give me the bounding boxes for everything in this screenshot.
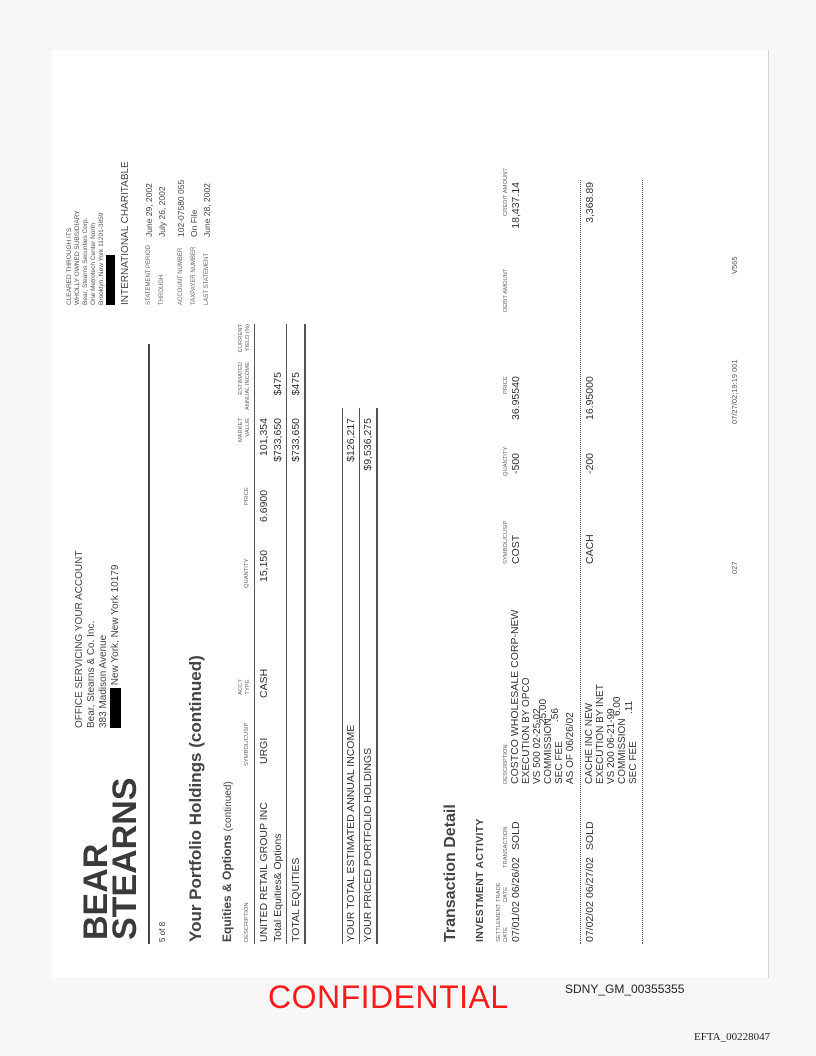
equities-title-text: Equities & Options bbox=[220, 834, 234, 942]
tx1-type: SOLD bbox=[510, 821, 522, 850]
col-price: PRICE bbox=[244, 487, 250, 505]
tx1-desc4-amt: 25.00 bbox=[538, 698, 549, 724]
tx1-desc6: AS OF 06/26/02 bbox=[565, 712, 576, 784]
account-name: INTERNATIONAL CHARITABLE bbox=[120, 161, 131, 305]
col-debit: DEBIT AMOUNT bbox=[503, 268, 509, 312]
col-income: ESTIMATED ANNUAL INCOME bbox=[238, 362, 251, 411]
tx2-price: 16.95000 bbox=[584, 376, 596, 420]
redaction-box bbox=[110, 688, 121, 728]
tx2-desc2: EXECUTION BY INET bbox=[595, 684, 606, 784]
tx2-symbol: CACH bbox=[584, 534, 596, 564]
total-rule bbox=[304, 324, 306, 944]
priced-holdings-value: $9,536,275 bbox=[362, 418, 374, 471]
tx2-desc5-amt: .11 bbox=[624, 700, 635, 714]
summary-bottom-rule bbox=[376, 408, 378, 944]
tx1-price: 36.95540 bbox=[510, 376, 522, 420]
holdings-header-rule bbox=[254, 324, 255, 944]
tx1-desc2: EXECUTION BY OPCO bbox=[521, 677, 532, 784]
cleared-line1: CLEARED THROUGH ITS bbox=[66, 227, 73, 305]
tx1-settlement: 07/01/02 bbox=[510, 901, 522, 942]
statement-rotated bbox=[60, 60, 760, 960]
holding-description: UNITED RETAIL GROUP INC bbox=[258, 802, 270, 942]
subtotal-rule bbox=[286, 324, 287, 944]
holding-acct-type: CASH bbox=[258, 668, 270, 698]
equities-title-sub: (continued) bbox=[223, 781, 234, 832]
tx2-type: SOLD bbox=[584, 821, 596, 850]
statement-period-label: STATEMENT PERIOD bbox=[146, 244, 152, 305]
footer-code-3: V565 bbox=[730, 256, 739, 274]
holding-quantity: 15,150 bbox=[258, 549, 270, 582]
summary-top-rule bbox=[342, 408, 343, 944]
subtotal-income: $475 bbox=[272, 372, 284, 396]
confidential-stamp: CONFIDENTIAL bbox=[268, 979, 509, 1015]
col-acct-type: ACCT TYPE bbox=[238, 679, 251, 695]
account-number-label: ACCOUNT NUMBER bbox=[178, 247, 184, 305]
page-number: 5 of 8 bbox=[158, 921, 167, 942]
office-line4: New York, New York 10179 bbox=[110, 564, 122, 686]
tx-separator-2 bbox=[642, 180, 643, 944]
office-line4-wrap bbox=[110, 551, 122, 728]
subtotal-label: Total Equities& Options bbox=[272, 833, 284, 942]
summary-mid-rule bbox=[359, 408, 360, 944]
logo-line1: BEAR bbox=[77, 843, 115, 940]
investment-activity-title: INVESTMENT ACTIVITY bbox=[474, 818, 486, 942]
last-statement-label: LAST STATEMENT bbox=[204, 252, 210, 305]
tx1-desc4: COMMISSION bbox=[543, 718, 554, 784]
col-tx-symbol: SYMBOL/CUSIP bbox=[503, 520, 509, 564]
cleared-line3: Bear, Stearns Securities Corp. bbox=[82, 217, 89, 305]
col-description: DESCRIPTION bbox=[244, 902, 250, 942]
tx2-settlement: 07/02/02 bbox=[584, 901, 596, 942]
clearing-info bbox=[66, 210, 118, 305]
tx2-trade: 06/27/02 bbox=[584, 857, 596, 898]
col-quantity: QUANTITY bbox=[244, 558, 250, 588]
col-yield: CURRENT YIELD (%) bbox=[238, 324, 251, 353]
office-address bbox=[74, 551, 122, 728]
transaction-detail-title: Transaction Detail bbox=[442, 804, 459, 942]
col-transaction: TRANSACTION bbox=[503, 826, 509, 868]
col-credit: CREDIT AMOUNT bbox=[503, 168, 509, 216]
statement-info bbox=[144, 172, 215, 305]
total-market-value: $733,650 bbox=[290, 418, 302, 462]
col-tx-quantity: QUANTITY bbox=[503, 446, 509, 476]
account-number: 102-07580 055 bbox=[176, 179, 186, 237]
office-line1: OFFICE SERVICING YOUR ACCOUNT bbox=[74, 550, 85, 728]
tx1-quantity: -500 bbox=[510, 452, 522, 474]
through-date: July 26, 2002 bbox=[157, 186, 167, 237]
tx2-desc1: CACHE INC NEW bbox=[584, 702, 595, 784]
tx1-trade: 06/26/02 bbox=[510, 857, 522, 898]
subtotal-market-value: $733,650 bbox=[272, 418, 284, 462]
total-income: $475 bbox=[290, 372, 302, 396]
bates-number: SDNY_GM_00355355 bbox=[565, 982, 685, 996]
total-equities-label: TOTAL EQUITIES bbox=[290, 857, 302, 942]
holding-price: 6.6900 bbox=[258, 489, 270, 522]
col-tx-description: DESCRIPTION bbox=[503, 744, 509, 784]
tx2-desc4-amt: 6.00 bbox=[612, 696, 623, 716]
redaction-box-2 bbox=[106, 255, 115, 305]
tx2-quantity: -200 bbox=[584, 452, 596, 474]
taxpayer-number: On File bbox=[189, 209, 199, 237]
footer-code-1: 027 bbox=[730, 561, 739, 574]
col-trade: TRADE DATE bbox=[496, 882, 509, 902]
equities-title bbox=[220, 781, 234, 942]
holding-symbol: URGI bbox=[258, 737, 270, 764]
statement-period: June 29, 2002 bbox=[144, 183, 154, 237]
bear-stearns-logo bbox=[77, 777, 144, 940]
tx1-desc1: COSTCO WHOLESALE CORP-NEW bbox=[509, 609, 521, 784]
tx2-credit: 3,368.89 bbox=[584, 182, 596, 223]
col-tx-price: PRICE bbox=[503, 376, 509, 394]
annual-income-value: $126,217 bbox=[345, 418, 357, 462]
priced-holdings-label: YOUR PRICED PORTFOLIO HOLDINGS bbox=[362, 747, 374, 942]
through-label: THROUGH bbox=[159, 274, 165, 305]
office-line3: 383 Madison Avenue bbox=[98, 634, 109, 728]
col-market-value: MARKET VALUE bbox=[238, 418, 251, 443]
cleared-line4: One Metrotech Center North bbox=[90, 222, 97, 305]
last-statement: June 28, 2002 bbox=[202, 183, 212, 237]
annual-income-label: YOUR TOTAL ESTIMATED ANNUAL INCOME bbox=[345, 724, 357, 942]
logo-line2: STEARNS bbox=[106, 777, 144, 940]
col-symbol: SYMBOL/CUSIP bbox=[244, 722, 250, 766]
tx1-desc5-amt: .56 bbox=[550, 708, 561, 722]
tx2-desc4: COMMISSION bbox=[617, 718, 628, 784]
tx-separator-1 bbox=[580, 180, 581, 944]
header-divider bbox=[148, 344, 150, 944]
tx2-desc3: VS 200 06-21-99 bbox=[606, 708, 617, 784]
tx1-desc3: VS 500 02-25-02 bbox=[532, 708, 543, 784]
holdings-title: Your Portfolio Holdings (continued) bbox=[186, 655, 205, 942]
tx1-credit: 18,437.14 bbox=[510, 182, 522, 229]
taxpayer-label: TAXPAYER NUMBER bbox=[191, 246, 197, 305]
tx1-symbol: COST bbox=[510, 534, 522, 564]
cleared-line5: Brooklyn, New York 11201-3859 bbox=[98, 212, 105, 305]
footer-code-2: 07/27/02;19:19 001 bbox=[730, 359, 739, 424]
col-settlement: SETTLEMENT DATE bbox=[496, 903, 509, 942]
cleared-line2: WHOLLY OWNED SUBSIDIARY bbox=[74, 210, 81, 305]
holding-market-value: 101,354 bbox=[258, 418, 270, 456]
efta-number: EFTA_00228047 bbox=[694, 1031, 771, 1043]
office-line2: Bear, Stearns & Co. Inc. bbox=[86, 620, 97, 728]
tx2-desc5: SEC FEE bbox=[628, 741, 639, 784]
tx1-desc5: SEC FEE bbox=[554, 741, 565, 784]
